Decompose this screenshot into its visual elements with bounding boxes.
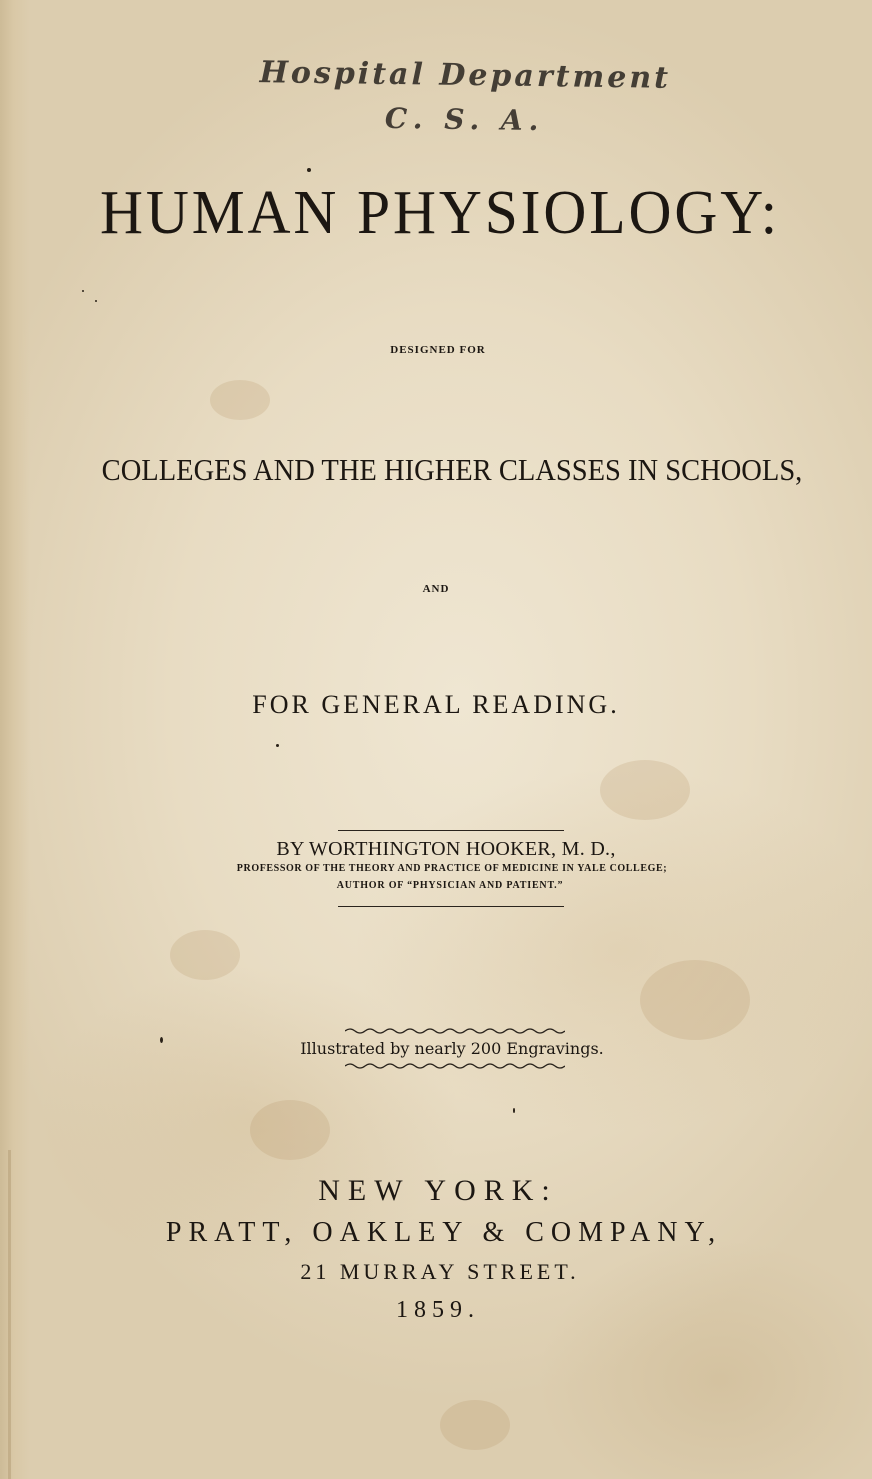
- wavy-rule-bottom: [345, 1061, 565, 1071]
- ink-speck: [307, 168, 311, 172]
- general-reading-line: FOR GENERAL READING.: [252, 690, 620, 719]
- illustrations-note: Illustrated by nearly 200 Engravings.: [300, 1039, 604, 1058]
- stamp-line-2: C. S. A.: [384, 101, 545, 138]
- foxing-stain: [210, 380, 270, 420]
- conjunction-label: AND: [422, 583, 450, 595]
- ink-speck: [82, 290, 84, 292]
- ownership-stamp: [234, 55, 695, 139]
- foxing-stain: [600, 760, 690, 820]
- stamp-line-1: Hospital Department: [259, 55, 672, 96]
- wavy-rule-top: [345, 1026, 565, 1036]
- ink-speck: [95, 300, 97, 302]
- author-other-work: AUTHOR OF “PHYSICIAN AND PATIENT.”: [336, 880, 564, 891]
- foxing-stain: [170, 930, 240, 980]
- author-top-rule: [338, 830, 564, 831]
- imprint-year: 1859.: [396, 1297, 480, 1323]
- imprint-city: NEW YORK:: [318, 1174, 558, 1207]
- author-line: BY WORTHINGTON HOOKER, M. D.,: [276, 838, 616, 860]
- ink-speck: [513, 1108, 515, 1113]
- book-title: HUMAN PHYSIOLOGY:: [99, 179, 781, 247]
- designed-for-label: DESIGNED FOR: [390, 344, 486, 356]
- foxing-stain: [440, 1400, 510, 1450]
- imprint-publisher: PRATT, OAKLEY & COMPANY,: [165, 1217, 723, 1248]
- ink-speck: [276, 744, 279, 747]
- foxing-stain: [640, 960, 750, 1040]
- author-bottom-rule: [338, 906, 564, 907]
- foxing-stain: [250, 1100, 330, 1160]
- audience-line: COLLEGES AND THE HIGHER CLASSES IN SCHOOLS,: [101, 452, 803, 487]
- imprint-address: 21 MURRAY STREET.: [300, 1259, 580, 1284]
- author-position: PROFESSOR OF THE THEORY AND PRACTICE OF MEDICINE IN YALE COLLEGE;: [236, 863, 668, 874]
